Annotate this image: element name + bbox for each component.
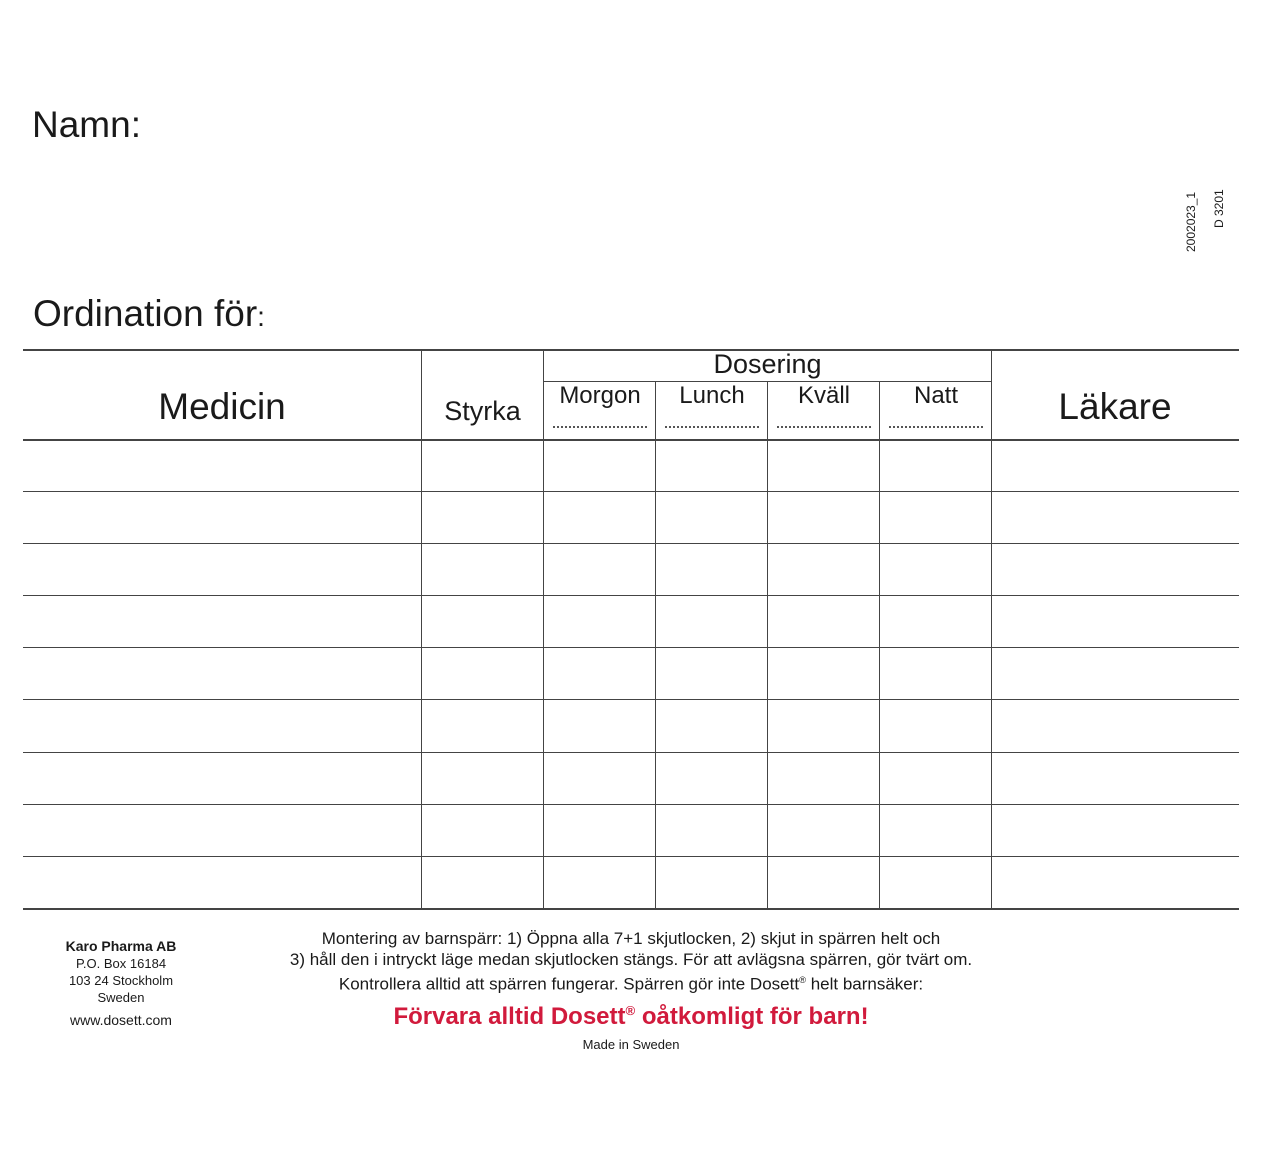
row-divider bbox=[23, 647, 1239, 648]
header-morgon: Morgon bbox=[559, 382, 641, 409]
company-info bbox=[40, 938, 202, 1029]
kvall-time-line[interactable] bbox=[777, 426, 871, 428]
registered-mark: ® bbox=[625, 1003, 636, 1018]
header-styrka: Styrka bbox=[444, 396, 521, 426]
natt-time-line[interactable] bbox=[889, 426, 983, 428]
ordination-text: Ordination för bbox=[33, 293, 258, 334]
form-code-article: D 3201 bbox=[1212, 189, 1226, 228]
row-divider bbox=[23, 491, 1239, 492]
address-line: 103 24 Stockholm bbox=[68, 973, 174, 988]
address-line: P.O. Box 16184 bbox=[75, 956, 167, 971]
row-divider bbox=[23, 804, 1239, 805]
column-divider bbox=[991, 349, 992, 910]
column-divider bbox=[655, 381, 656, 910]
instruction-line-text: helt barnsäker: bbox=[810, 974, 924, 994]
made-in-label: Made in Sweden bbox=[582, 1037, 680, 1052]
assembly-instructions bbox=[240, 928, 1022, 995]
country: Sweden bbox=[97, 990, 145, 1005]
row-divider bbox=[23, 856, 1239, 857]
ordination-colon: : bbox=[257, 301, 265, 332]
header-bottom-border bbox=[23, 439, 1239, 441]
row-divider bbox=[23, 543, 1239, 544]
column-divider bbox=[767, 381, 768, 910]
header-natt: Natt bbox=[913, 382, 958, 409]
instruction-line bbox=[240, 970, 1022, 995]
warning-text bbox=[240, 1003, 1022, 1031]
warning-text-part: oåtkomligt för barn! bbox=[641, 1003, 869, 1030]
morgon-time-line[interactable] bbox=[553, 426, 647, 428]
registered-mark: ® bbox=[799, 975, 806, 985]
lunch-time-line[interactable] bbox=[665, 426, 759, 428]
instruction-line: Montering av barnspärr: 1) Öppna alla 7+1 skjutlocken, 2) skjut in spärren helt och bbox=[321, 929, 941, 948]
row-divider bbox=[23, 752, 1239, 753]
instruction-line: 3) håll den i intryckt läge medan skjutlocken stängs. För att avlägsna spärren, gör tvärt om. bbox=[289, 950, 973, 969]
header-dosering: Dosering bbox=[713, 349, 822, 379]
header-kvall: Kväll bbox=[797, 382, 851, 409]
header-medicin: Medicin bbox=[158, 386, 286, 427]
form-code-print: 2002023_1 bbox=[1184, 191, 1198, 252]
warning-text-part: Förvara alltid Dosett bbox=[393, 1003, 626, 1030]
column-divider bbox=[879, 381, 880, 910]
header-lunch: Lunch bbox=[679, 382, 745, 409]
row-divider bbox=[23, 699, 1239, 700]
website-link[interactable]: www.dosett.com bbox=[70, 1012, 172, 1028]
instruction-line-text: Kontrollera alltid att spärren fungerar. Spärren gör inte Dosett bbox=[338, 974, 800, 994]
name-label: Namn: bbox=[32, 104, 141, 145]
table-bottom-border bbox=[23, 908, 1239, 910]
column-divider bbox=[543, 349, 544, 910]
column-divider bbox=[421, 349, 422, 910]
company-name: Karo Pharma AB bbox=[65, 938, 177, 954]
header-lakare: Läkare bbox=[1058, 386, 1172, 427]
row-divider bbox=[23, 595, 1239, 596]
